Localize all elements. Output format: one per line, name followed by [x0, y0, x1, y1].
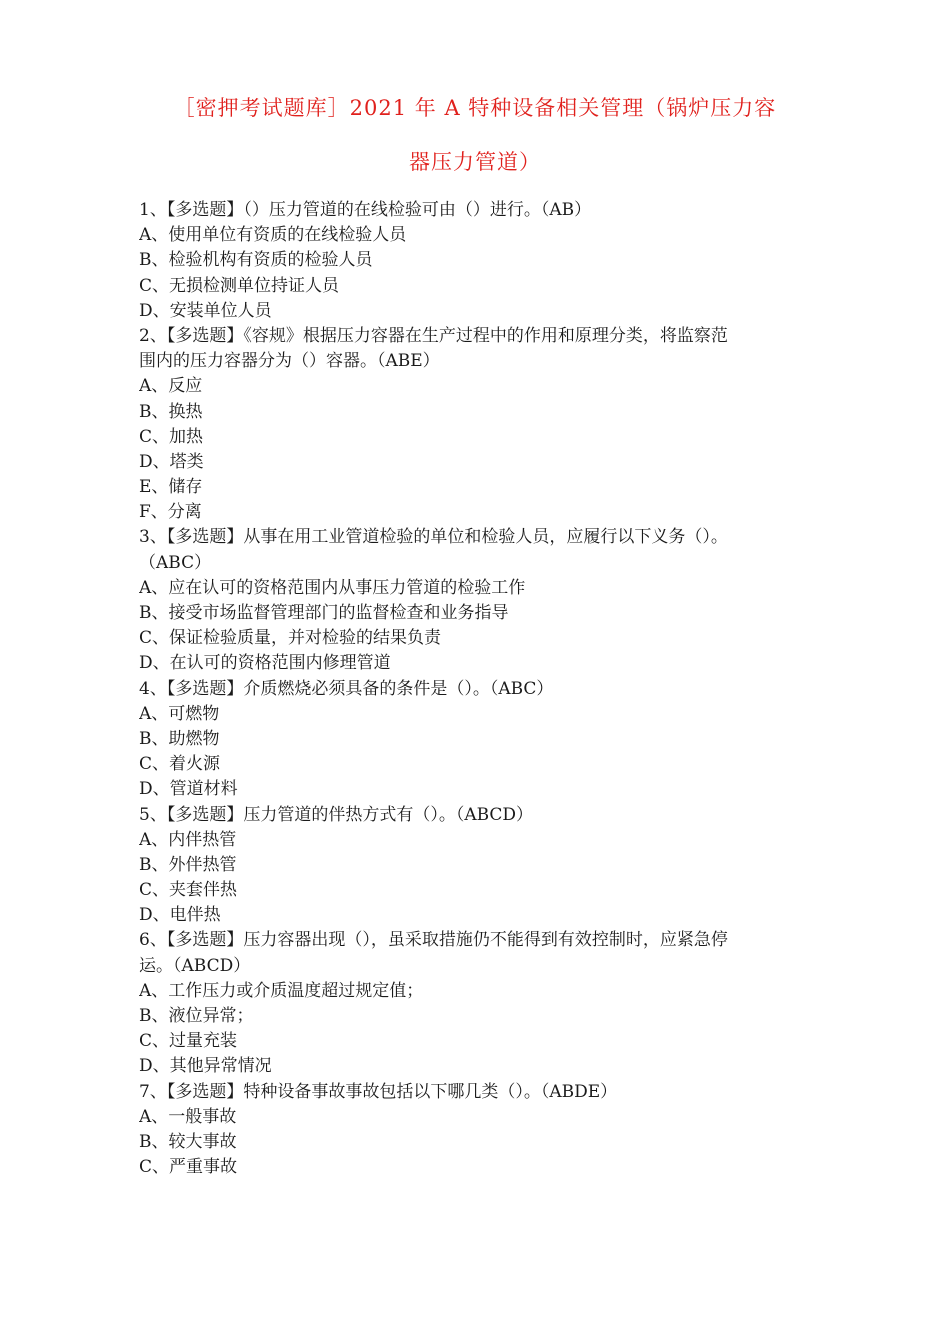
question-option: A、反应: [139, 376, 203, 397]
question-item: [139, 198, 819, 324]
question-option: B、较大事故: [139, 1131, 237, 1152]
question-option: B、换热: [139, 401, 203, 422]
question-option: A、应在认可的资格范围内从事压力管道的检验工作: [139, 577, 526, 598]
document-title-line-1: ［密押考试题库］2021 年 A 特种设备相关管理（锅炉压力容: [173, 96, 777, 120]
question-option: B、液位异常；: [139, 1006, 254, 1026]
question-list: [139, 198, 819, 1180]
question-stem-line: 1、【多选题】（）压力管道的在线检验可由（）进行。（AB）: [139, 200, 592, 220]
question-option: A、工作压力或介质温度超过规定值；: [139, 980, 424, 1001]
question-item: [139, 324, 819, 526]
question-option: D、塔类: [139, 451, 204, 472]
question-option: B、助燃物: [139, 728, 220, 749]
question-option: C、过量充装: [139, 1031, 238, 1052]
question-option: C、着火源: [139, 754, 221, 775]
question-stem-line: 4、【多选题】介质燃烧必须具备的条件是（）。（ABC）: [139, 678, 554, 699]
question-item: [139, 928, 819, 1079]
question-option: D、安装单位人员: [139, 300, 272, 321]
question-stem-line: 6、【多选题】压力容器出现（），虽采取措施仍不能得到有效控制时，应紧急停: [139, 930, 728, 951]
question-stem-line: 5、【多选题】压力管道的伴热方式有（）。（ABCD）: [139, 804, 534, 825]
question-option: C、无损检测单位持证人员: [139, 275, 340, 296]
question-option: D、其他异常情况: [139, 1056, 272, 1077]
question-option: F、分离: [139, 502, 202, 523]
question-option: B、检验机构有资质的检验人员: [139, 250, 373, 271]
question-option: D、在认可的资格范围内修理管道: [139, 653, 391, 674]
question-option: C、夹套伴热: [139, 880, 238, 901]
question-stem-line: （ABC）: [139, 552, 212, 573]
question-item: [139, 803, 819, 929]
question-option: E、储存: [139, 477, 203, 498]
question-option: C、加热: [139, 426, 204, 447]
question-option: D、管道材料: [139, 779, 238, 800]
question-option: B、外伴热管: [139, 854, 237, 875]
question-stem-line: 运。（ABCD）: [139, 955, 251, 976]
question-stem-line: 围内的压力容器分为（）容器。（ABE）: [139, 351, 440, 372]
document-title-line-2: 器压力管道）: [409, 150, 541, 174]
question-option: D、电伴热: [139, 905, 221, 926]
question-option: C、保证检验质量，并对检验的结果负责: [139, 628, 442, 649]
question-item: [139, 1080, 819, 1181]
question-option: A、使用单位有资质的在线检验人员: [139, 225, 407, 246]
question-item: [139, 525, 819, 676]
question-option: A、内伴热管: [139, 829, 237, 850]
question-option: B、接受市场监督管理部门的监督检查和业务指导: [139, 603, 509, 623]
question-stem-line: 2、【多选题】《容规》根据压力容器在生产过程中的作用和原理分类，将监察范: [139, 325, 728, 346]
question-stem-line: 7、【多选题】特种设备事故事故包括以下哪几类（）。（ABDE）: [139, 1081, 618, 1102]
question-option: C、严重事故: [139, 1157, 238, 1178]
question-stem-line: 3、【多选题】从事在用工业管道检验的单位和检验人员，应履行以下义务（）。: [139, 527, 728, 548]
question-option: A、可燃物: [139, 703, 220, 724]
question-item: [139, 677, 819, 803]
question-option: A、一般事故: [139, 1106, 237, 1127]
